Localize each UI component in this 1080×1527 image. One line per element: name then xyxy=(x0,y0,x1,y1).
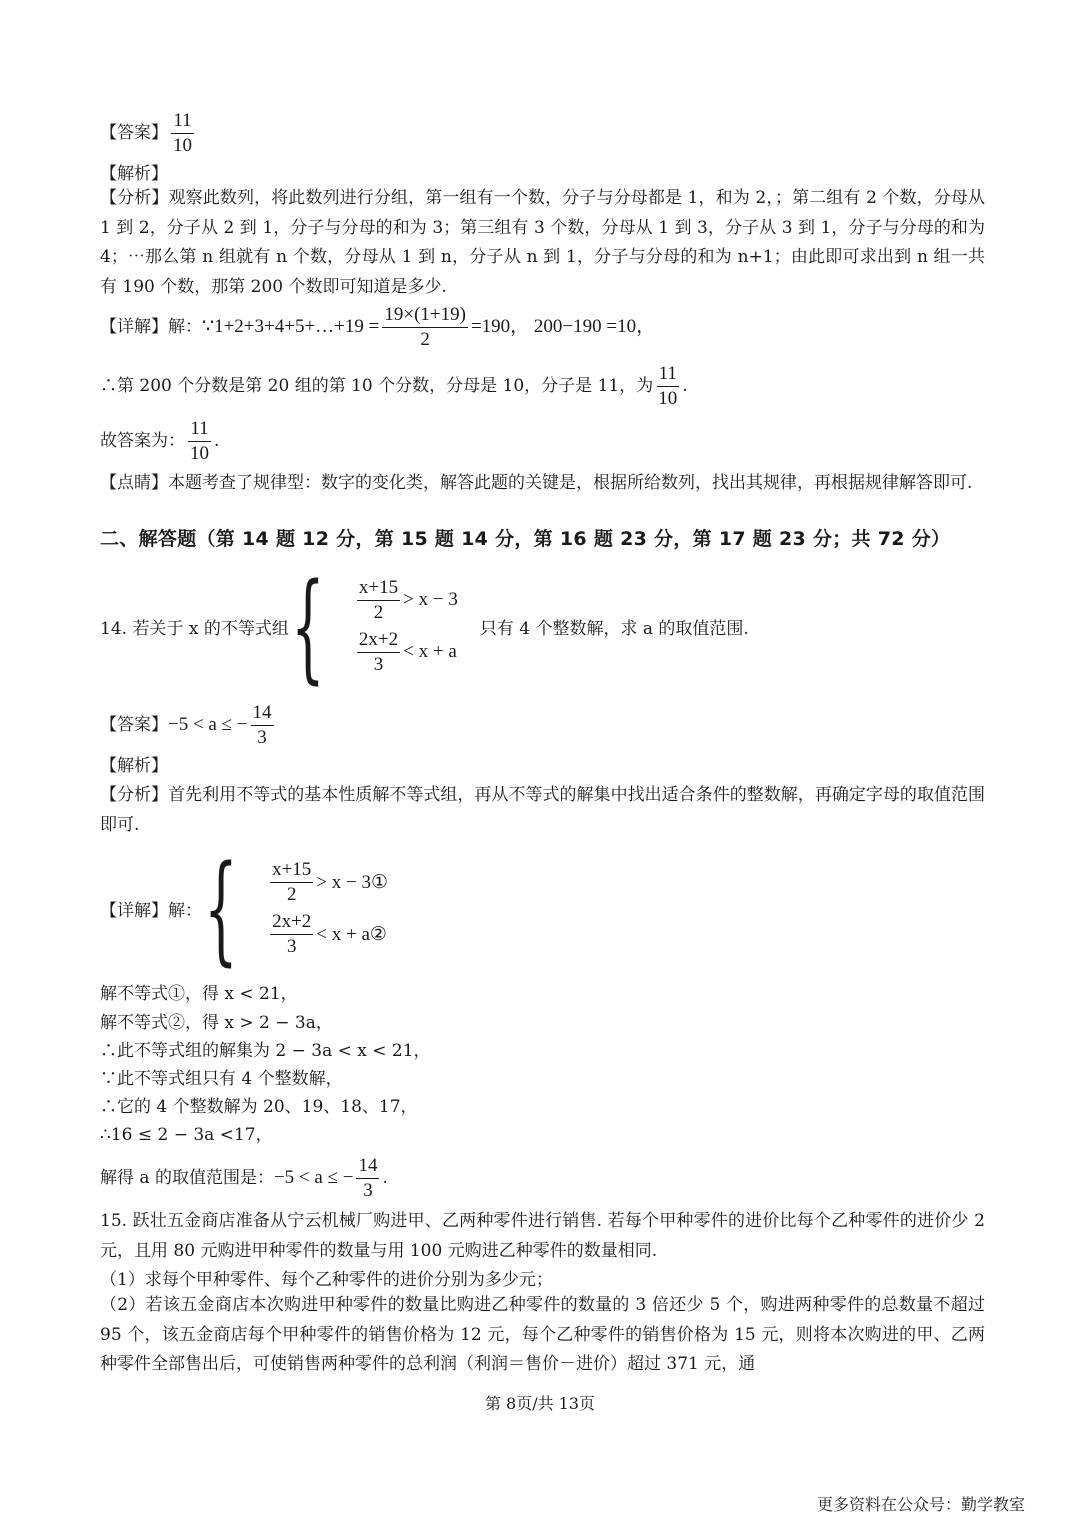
fraction-denominator: 2 xyxy=(420,328,430,350)
inequality-row-1 xyxy=(354,574,458,626)
fraction xyxy=(270,858,313,907)
final-answer-text: 故答案为： xyxy=(100,431,185,451)
sum-expression: ∵1+2+3+4+5+…+19 = xyxy=(202,316,380,337)
fraction xyxy=(270,910,313,959)
q13-analysis-label: 【解析】 xyxy=(100,164,168,184)
sum-fraction xyxy=(382,303,468,352)
solution-step: ∴16 ≤ 2 − 3a <17， xyxy=(100,1125,273,1145)
q13-conclusion-line xyxy=(100,360,688,412)
q13-solution-line xyxy=(100,301,655,353)
fraction-denominator: 3 xyxy=(373,653,384,675)
fraction-denominator: 3 xyxy=(363,1179,373,1201)
fraction-denominator: 2 xyxy=(373,601,384,623)
watermark-text: 更多资料在公众号：勤学教室 xyxy=(816,1495,1025,1514)
fraction-numerator: 14 xyxy=(356,1154,379,1179)
inequality-rest: > x − 3 xyxy=(403,589,458,610)
final-answer-fraction xyxy=(188,417,211,466)
solution-label: 【详解】解： xyxy=(100,317,202,337)
inequality-rest: < x + a xyxy=(403,641,457,662)
fraction-numerator: 11 xyxy=(171,109,193,134)
fraction-numerator: 2x+2 xyxy=(270,910,313,935)
q14-solution xyxy=(100,839,389,977)
fraction-numerator: 11 xyxy=(188,417,210,442)
period: . xyxy=(214,431,220,451)
q13-comment-text: 【点睛】本题考查了规律型：数字的变化类，解答此题的关键是，根据所给数列，找出其规律，再根据规律解答即可. xyxy=(100,473,973,493)
q15-part-2: （2）若该五金商店本次购进甲种零件的数量比购进乙种零件的数量的 3 倍还少 5 个，购进两种零件的总数量不超过 95 个，该五金商店每个甲种零件的销售价格为 12 元，每个乙种零件的销售价格为 15 元，则将本次购进的甲、乙两种零件全部售出后，可使销售两种零件的总利润（利润＝售价－进价）超过 371 元，通 xyxy=(100,1295,985,1374)
fraction-numerator: x+15 xyxy=(270,858,313,883)
q14-analysis-text: 【分析】首先利用不等式的基本性质解不等式组，再从不等式的解集中找出适合条件的整数解，再确定字母的取值范围即可. xyxy=(100,785,985,835)
answer-label: 【答案】 xyxy=(100,123,168,143)
fraction-denominator: 10 xyxy=(658,387,678,409)
q14-problem xyxy=(100,557,749,695)
q15-part-1: （1）求每个甲种零件、每个乙种零件的进价分别为多少元； xyxy=(100,1270,553,1290)
fraction-numerator: 11 xyxy=(657,362,679,387)
conclusion-fraction xyxy=(656,362,679,411)
answer-label: 【答案】 xyxy=(100,715,168,735)
fraction xyxy=(357,628,400,677)
solution-step: ∴此不等式组的解集为 2 − 3a < x < 21， xyxy=(100,1041,431,1061)
q14-analysis-label: 【解析】 xyxy=(100,756,168,776)
q15-intro: 15. 跃壮五金商店准备从宁云机械厂购进甲、乙两种零件进行销售. 若每个甲种零件的进价比每个乙种零件的进价少 2 元，且用 80 元购进甲种零件的数量与用 100 元购进乙种零件的数量相同. xyxy=(100,1211,985,1261)
inequality-rest: < x + a② xyxy=(316,923,387,945)
inequality-row-2 xyxy=(354,626,458,678)
brace: { xyxy=(290,557,325,695)
answer-fraction xyxy=(171,109,194,158)
answer-expression: −5 < a ≤ − xyxy=(168,714,248,735)
inequality-system xyxy=(354,574,458,678)
fraction-numerator: 2x+2 xyxy=(357,628,400,653)
fraction-denominator: 10 xyxy=(190,442,209,464)
q14-suffix: 只有 4 个整数解，求 a 的取值范围. xyxy=(479,618,749,639)
final-fraction xyxy=(356,1154,379,1203)
solution-step: ∴它的 4 个整数解为 20、19、18、17， xyxy=(100,1097,418,1117)
fraction-denominator: 3 xyxy=(257,726,267,748)
solution-step: ∵此不等式组只有 4 个整数解， xyxy=(100,1069,343,1089)
fraction-denominator: 2 xyxy=(286,883,297,905)
sum-result: =190， 200−190 =10， xyxy=(470,316,656,337)
q13-answer-line xyxy=(100,105,197,161)
final-expression: −5 < a ≤ − xyxy=(273,1167,354,1188)
q14-answer-line xyxy=(100,697,277,753)
answer-fraction xyxy=(251,701,274,750)
final-text: 解得 a 的取值范围是： xyxy=(100,1168,274,1188)
solution-step: 解不等式①，得 x < 21， xyxy=(100,984,298,1004)
conclusion-text: ∴第 200 个分数是第 20 组的第 10 个分数，分母是 10，分子是 11，为 xyxy=(100,376,654,396)
section-heading: 二、解答题（第 14 题 12 分，第 15 题 14 分，第 16 题 23 分，第 17 题 23 分；共 72 分） xyxy=(100,528,951,550)
period: . xyxy=(682,376,688,396)
fraction-denominator: 10 xyxy=(173,134,192,156)
q13-analysis-text: 【分析】观察此数列，将此数列进行分组，第一组有一个数，分子与分母都是 1，和为 2，；第二组有 2 个数，分母从 1 到 2，分子从 2 到 1，分子与分母的和为 3；第三组有 3 个数，分母从 1 到 3，分子从 3 到 1，分子与分母的和为 4；⋯那么第 n 组就有 n 个数，分母从 1 到 n，分子从 n 到 1，分子与分母的和为 n+1；由此即可求出到 n 组一共有 190 个数，那第 200 个数即可知道是多少. xyxy=(100,188,985,297)
q14-prefix: 14. 若关于 x 的不等式组 xyxy=(100,618,289,639)
period: . xyxy=(382,1168,388,1188)
fraction xyxy=(357,576,400,625)
inequality-row-1 xyxy=(267,856,388,908)
q13-final-answer-line xyxy=(100,415,219,467)
brace: { xyxy=(204,839,238,977)
inequality-row-2 xyxy=(267,908,388,960)
fraction-numerator: 19×(1+19) xyxy=(382,303,468,328)
solution-step: 解不等式②，得 x > 2 − 3a， xyxy=(100,1013,333,1033)
inequality-rest: > x − 3① xyxy=(316,871,389,893)
fraction-denominator: 3 xyxy=(286,935,297,957)
inequality-system xyxy=(267,856,388,960)
q14-final-line xyxy=(100,1150,388,1206)
page-number: 第 8页/共 13页 xyxy=(484,1394,596,1413)
fraction-numerator: 14 xyxy=(251,701,274,726)
fraction-numerator: x+15 xyxy=(357,576,400,601)
solution-label: 【详解】解： xyxy=(100,900,202,921)
